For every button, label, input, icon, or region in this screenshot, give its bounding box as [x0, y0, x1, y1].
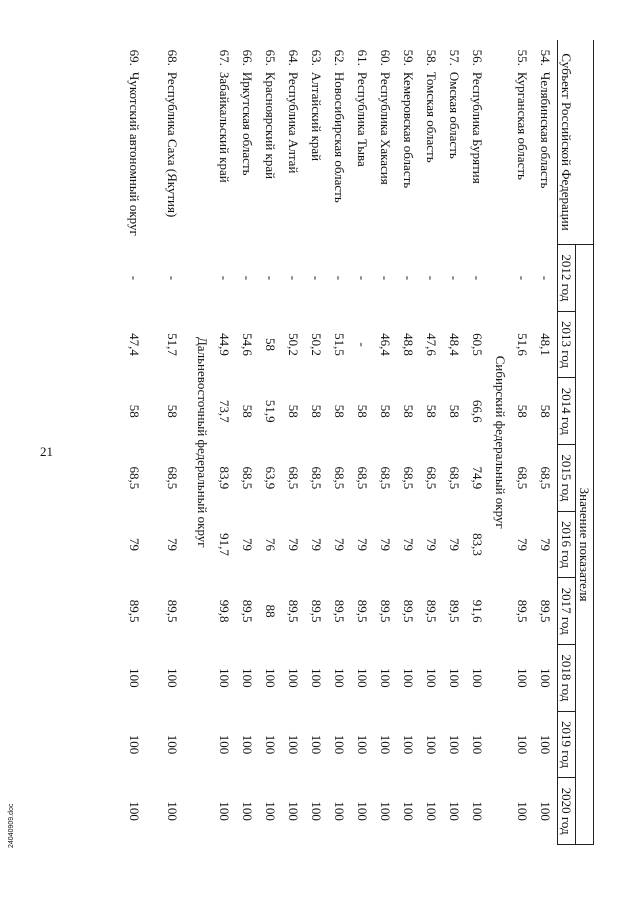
value-cell: 47,6 [424, 333, 440, 356]
value-cell: - [538, 275, 554, 281]
value-cell: 88 [263, 604, 279, 618]
region-name: Новосибирская область [332, 71, 348, 203]
region-name: Алтайский край [309, 71, 325, 162]
value-cell: 79 [424, 538, 440, 552]
region-name: Томская область [424, 71, 440, 163]
value-cell: - [355, 275, 371, 281]
value-cell: 58 [355, 404, 371, 418]
value-cell: 100 [401, 734, 417, 755]
value-cell: 100 [286, 734, 302, 755]
value-cell: 68,5 [447, 466, 463, 490]
value-cell: 89,5 [424, 599, 440, 623]
value-cell: - [515, 275, 531, 281]
region-name: Красноярский край [263, 71, 279, 180]
value-cell: 68,5 [538, 466, 554, 490]
region-name: Республика Хакасия [378, 71, 394, 185]
subject-header [576, 40, 594, 245]
value-cell: 100 [470, 801, 486, 821]
value-cell: 79 [538, 538, 554, 552]
value-cell: - [355, 342, 371, 347]
region-name: Республика Саха (Якутия) [165, 71, 180, 218]
table-row [153, 40, 191, 845]
region-name: Забайкальский край [217, 71, 233, 183]
value-cell: 46,4 [378, 333, 394, 356]
region-name: Чукотский автономный округ [127, 71, 142, 236]
region-name: Республика Бурятия [470, 71, 486, 184]
value-cell: 89,5 [378, 599, 394, 623]
value-cell: 68,5 [165, 466, 180, 490]
value-cell: 68,5 [378, 466, 394, 490]
row-number: 63. [309, 49, 325, 66]
value-cell: - [127, 275, 142, 281]
region-name: Курганская область [515, 71, 531, 180]
region-name: Республика Алтай [286, 71, 302, 174]
value-cell: 89,5 [515, 599, 531, 623]
page-number: 21 [40, 444, 53, 459]
row-number: 62. [332, 49, 348, 66]
table-row [397, 40, 420, 845]
value-cell: 89,5 [447, 599, 463, 623]
value-cell: 74,9 [470, 466, 486, 490]
row-number: 58. [424, 49, 440, 66]
value-cell: 100 [378, 801, 394, 821]
table-row [213, 40, 236, 845]
row-number: 67. [217, 49, 233, 66]
value-cell: 100 [378, 734, 394, 755]
value-cell: 89,5 [401, 599, 417, 623]
value-cell: 51,7 [165, 333, 180, 356]
value-cell: 89,5 [165, 599, 180, 623]
value-cell: 100 [165, 668, 180, 688]
value-cell: 89,5 [286, 599, 302, 623]
value-cell: 100 [332, 734, 348, 755]
region-name: Иркутская область [240, 71, 256, 176]
row-number: 61. [355, 49, 371, 66]
value-cell: 68,5 [332, 466, 348, 490]
value-cell: 100 [424, 801, 440, 821]
value-cell: 100 [240, 734, 256, 755]
value-cell: - [309, 275, 325, 281]
value-cell: 58 [515, 404, 531, 418]
value-cell: 100 [263, 801, 279, 821]
value-cell: 58 [424, 404, 440, 418]
value-cell: 100 [286, 668, 302, 688]
value-cell: 68,5 [355, 466, 371, 490]
row-number: 66. [240, 49, 256, 66]
value-cell: 50,2 [286, 333, 302, 356]
value-cell: 100 [217, 801, 233, 821]
row-number: 55. [515, 49, 531, 66]
value-cell: 68,5 [286, 466, 302, 490]
value-cell: 58 [127, 404, 142, 418]
value-cell: 99,8 [217, 599, 233, 623]
table-row [511, 40, 534, 845]
value-cell: - [217, 275, 233, 281]
year-header: 2017 год [558, 578, 576, 645]
value-cell: 100 [165, 734, 180, 755]
year-header: 2015 год [558, 445, 576, 512]
year-header: 2016 год [558, 511, 576, 578]
value-cell: 89,5 [332, 599, 348, 623]
row-number: 69. [127, 49, 142, 66]
value-cell: 100 [424, 668, 440, 688]
table-row [466, 40, 489, 845]
value-cell: - [447, 275, 463, 281]
value-cell: - [378, 275, 394, 281]
value-cell: 100 [263, 668, 279, 688]
year-header: 2012 год [558, 245, 576, 312]
value-cell: 100 [447, 668, 463, 688]
value-cell: 100 [127, 801, 142, 821]
table-row [374, 40, 397, 845]
value-cell: 79 [309, 538, 325, 552]
table-row [534, 40, 558, 845]
region-name: Республика Тыва [355, 71, 371, 167]
value-cell: - [240, 275, 256, 281]
value-cell: 100 [538, 801, 554, 821]
row-number: 56. [470, 49, 486, 66]
value-cell: 100 [401, 801, 417, 821]
value-cell: 58 [240, 404, 256, 418]
table-row [115, 40, 153, 845]
value-cell: 100 [217, 734, 233, 755]
region-name: Кемеровская область [401, 71, 417, 189]
row-number: 59. [401, 49, 417, 66]
table-row [282, 40, 305, 845]
value-cell: 51,6 [515, 333, 531, 356]
value-cell: 100 [240, 801, 256, 821]
value-cell: 50,2 [309, 333, 325, 356]
value-cell: 100 [538, 734, 554, 755]
value-cell: 66,6 [470, 399, 486, 423]
value-cell: 89,5 [538, 599, 554, 623]
value-cell: 79 [165, 538, 180, 552]
value-cell: 68,5 [401, 466, 417, 490]
value-cell: 79 [240, 538, 256, 552]
table-row [420, 40, 443, 845]
value-cell: 91,7 [217, 533, 233, 556]
value-cell: - [470, 275, 486, 281]
subject-header-label: Субъект Российской Федерации [558, 40, 576, 245]
value-cell: 60,5 [470, 333, 486, 356]
section-title: Сибирский федеральный округ [493, 355, 508, 529]
value-cell: 47,4 [127, 333, 142, 356]
value-cell: 100 [286, 801, 302, 821]
value-cell: 58 [538, 404, 554, 418]
table-row [305, 40, 328, 845]
value-cell: 100 [355, 668, 371, 688]
year-header: 2019 год [558, 711, 576, 778]
table-row [328, 40, 351, 845]
value-cell: 58 [332, 404, 348, 418]
value-cell: 58 [263, 338, 279, 352]
value-cell: 68,5 [127, 466, 142, 490]
value-cell: 100 [240, 668, 256, 688]
row-number: 60. [378, 49, 394, 66]
year-header: 2014 год [558, 378, 576, 445]
value-cell: 100 [309, 801, 325, 821]
value-cell: 76 [263, 538, 279, 552]
value-cell: 79 [355, 538, 371, 552]
row-number: 68. [165, 49, 180, 66]
value-cell: 100 [424, 734, 440, 755]
value-cell: - [332, 275, 348, 281]
value-cell: 89,5 [127, 599, 142, 623]
value-cell: 54,6 [240, 333, 256, 356]
table-row [259, 40, 282, 845]
value-cell: 83,3 [470, 533, 486, 556]
value-cell: 79 [401, 538, 417, 552]
value-cell: 58 [378, 404, 394, 418]
value-cell: 51,9 [263, 399, 279, 423]
value-cell: - [263, 275, 279, 281]
value-cell: 79 [447, 538, 463, 552]
value-cell: 100 [538, 668, 554, 688]
footer-filename: 24040909.doc [8, 803, 15, 848]
value-cell: 100 [515, 734, 531, 755]
value-cell: 89,5 [309, 599, 325, 623]
value-cell: 100 [355, 801, 371, 821]
value-cell: 100 [515, 801, 531, 821]
value-cell: 100 [332, 668, 348, 688]
value-cell: 63,9 [263, 466, 279, 490]
value-cell: 51,5 [332, 333, 348, 356]
year-header: 2013 год [558, 311, 576, 378]
value-cell: 48,8 [401, 333, 417, 356]
value-cell: 100 [447, 734, 463, 755]
value-cell: 79 [127, 538, 142, 552]
value-cell: 100 [470, 668, 486, 688]
value-cell: 100 [515, 668, 531, 688]
value-cell: 100 [165, 801, 180, 821]
value-cell: 100 [447, 801, 463, 821]
section-title: Дальневосточный федеральный округ [195, 336, 210, 548]
value-cell: 58 [401, 404, 417, 418]
value-cell: 100 [470, 734, 486, 755]
value-cell: 48,4 [447, 333, 463, 356]
value-cell: 58 [286, 404, 302, 418]
table-row [236, 40, 259, 845]
value-cell: 48,1 [538, 333, 554, 356]
value-cell: 89,5 [355, 599, 371, 623]
section-row [191, 40, 213, 845]
value-cell: 100 [309, 734, 325, 755]
row-number: 65. [263, 49, 279, 66]
value-cell: 68,5 [424, 466, 440, 490]
region-name: Омская область [447, 71, 463, 159]
value-cell: 44,9 [217, 333, 233, 356]
value-cell: 100 [401, 668, 417, 688]
year-header: 2020 год [558, 778, 576, 845]
value-cell: 79 [332, 538, 348, 552]
value-cell: 68,5 [309, 466, 325, 490]
value-cell: 100 [378, 668, 394, 688]
value-cell: 100 [263, 734, 279, 755]
table-row [443, 40, 466, 845]
value-cell: 100 [127, 668, 142, 688]
value-cell: 83,9 [217, 466, 233, 490]
value-cell: 58 [309, 404, 325, 418]
value-cell: 100 [332, 801, 348, 821]
year-header: 2018 год [558, 645, 576, 712]
value-cell: 79 [515, 538, 531, 552]
value-cell: 58 [447, 404, 463, 418]
value-cell: 68,5 [240, 466, 256, 490]
value-cell: 100 [355, 734, 371, 755]
row-number: 57. [447, 49, 463, 66]
value-cell: 68,5 [515, 466, 531, 490]
value-cell: - [424, 275, 440, 281]
value-cell: 79 [378, 538, 394, 552]
value-cell: 58 [165, 404, 180, 418]
section-row [489, 40, 511, 845]
region-name: Челябинская область [538, 71, 554, 189]
value-cell: 91,6 [470, 599, 486, 623]
value-cell: 73,7 [217, 399, 233, 423]
value-cell: 100 [217, 668, 233, 688]
value-cell: 79 [286, 538, 302, 552]
table-row [351, 40, 374, 845]
row-number: 64. [286, 49, 302, 66]
value-cell: 100 [309, 668, 325, 688]
value-cell: 89,5 [240, 599, 256, 623]
indicator-table [115, 40, 594, 845]
value-cell: 100 [127, 734, 142, 755]
row-number: 54. [538, 49, 554, 66]
value-cell: - [401, 275, 417, 281]
value-cell: - [286, 275, 302, 281]
indicator-header: Значение показателя [576, 245, 594, 845]
value-cell: - [165, 275, 180, 281]
rotated-table-container [84, 40, 594, 845]
